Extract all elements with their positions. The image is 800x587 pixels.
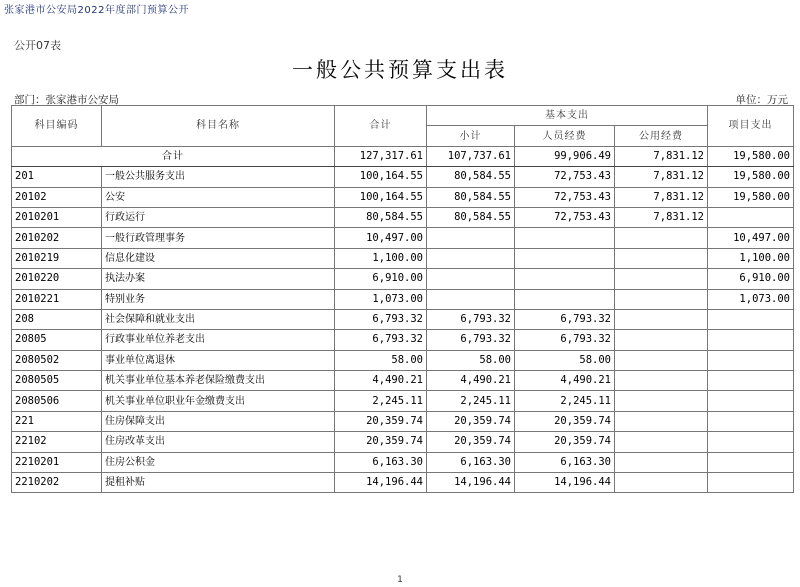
name-cell: 特别业务 [102, 289, 335, 309]
personnel-cell: 14,196.44 [515, 473, 615, 493]
table-row [12, 187, 794, 207]
public-cell: 7,831.12 [615, 167, 708, 187]
public-cell [615, 371, 708, 391]
table-row [12, 269, 794, 289]
name-cell: 机关事业单位职业年金缴费支出 [102, 391, 335, 411]
public-cell [615, 228, 708, 248]
project-cell: 6,910.00 [708, 269, 794, 289]
personnel-cell: 58.00 [515, 350, 615, 370]
table-row [12, 167, 794, 187]
name-cell: 住房改革支出 [102, 432, 335, 452]
column-header-project: 项目支出 [708, 106, 794, 147]
name-cell: 一般行政管理事务 [102, 228, 335, 248]
table-row [12, 452, 794, 472]
code-cell: 201 [12, 167, 102, 187]
unit-label: 单位：万元 [735, 94, 788, 106]
subtotal-cell: 58.00 [427, 350, 515, 370]
name-cell: 行政事业单位养老支出 [102, 330, 335, 350]
total-cell: 100,164.55 [335, 187, 427, 207]
project-cell: 10,497.00 [708, 228, 794, 248]
name-cell: 提租补贴 [102, 473, 335, 493]
name-cell: 住房公积金 [102, 452, 335, 472]
code-cell: 2010220 [12, 269, 102, 289]
subtotal-cell: 80,584.55 [427, 207, 515, 227]
budget-table [11, 105, 794, 493]
public-cell [615, 350, 708, 370]
code-cell: 2010201 [12, 207, 102, 227]
name-cell: 执法办案 [102, 269, 335, 289]
code-cell: 2080505 [12, 371, 102, 391]
code-cell: 208 [12, 309, 102, 329]
name-cell: 一般公共服务支出 [102, 167, 335, 187]
project-cell: 1,100.00 [708, 248, 794, 268]
personnel-cell: 6,793.32 [515, 330, 615, 350]
project-cell [708, 309, 794, 329]
code-cell: 2080506 [12, 391, 102, 411]
project-cell [708, 473, 794, 493]
personnel-cell: 72,753.43 [515, 167, 615, 187]
public-cell [615, 248, 708, 268]
subtotal-cell: 14,196.44 [427, 473, 515, 493]
public-cell [615, 391, 708, 411]
public-cell [615, 330, 708, 350]
project-cell [708, 330, 794, 350]
personnel-cell: 6,163.30 [515, 452, 615, 472]
name-cell: 行政运行 [102, 207, 335, 227]
table-row [12, 350, 794, 370]
subtotal-cell: 80,584.55 [427, 187, 515, 207]
total-cell: 6,163.30 [335, 452, 427, 472]
subtotal-cell: 4,490.21 [427, 371, 515, 391]
table-row [12, 473, 794, 493]
subtotal-cell [427, 289, 515, 309]
personnel-cell: 72,753.43 [515, 187, 615, 207]
name-cell: 公安 [102, 187, 335, 207]
public-cell [615, 452, 708, 472]
public-cell [615, 289, 708, 309]
name-cell: 机关事业单位基本养老保险缴费支出 [102, 371, 335, 391]
code-cell: 22102 [12, 432, 102, 452]
table-row [12, 248, 794, 268]
table-row [12, 228, 794, 248]
personnel-cell: 20,359.74 [515, 411, 615, 431]
personnel-cell: 2,245.11 [515, 391, 615, 411]
public-cell: 7,831.12 [615, 207, 708, 227]
subtotal-cell: 20,359.74 [427, 411, 515, 431]
project-cell: 19,580.00 [708, 187, 794, 207]
project-cell [708, 207, 794, 227]
project-cell [708, 432, 794, 452]
personnel-cell [515, 248, 615, 268]
department-label: 部门：张家港市公安局 [14, 94, 119, 106]
name-cell: 住房保障支出 [102, 411, 335, 431]
public-cell [615, 473, 708, 493]
subtotal-cell [427, 269, 515, 289]
total-cell: 100,164.55 [335, 167, 427, 187]
personnel-cell: 99,906.49 [515, 146, 615, 166]
code-cell: 2080502 [12, 350, 102, 370]
table-row [12, 330, 794, 350]
subtotal-cell [427, 228, 515, 248]
public-cell [615, 411, 708, 431]
total-cell: 4,490.21 [335, 371, 427, 391]
table-number: 公开07表 [14, 39, 61, 52]
table-row [12, 371, 794, 391]
project-cell: 1,073.00 [708, 289, 794, 309]
total-cell: 6,793.32 [335, 330, 427, 350]
personnel-cell: 72,753.43 [515, 207, 615, 227]
code-cell: 20805 [12, 330, 102, 350]
total-cell: 80,584.55 [335, 207, 427, 227]
column-header-code: 科目编码 [12, 106, 102, 147]
table-row [12, 391, 794, 411]
subtotal-cell: 6,793.32 [427, 309, 515, 329]
column-header-total: 合计 [335, 106, 427, 147]
subtotal-cell: 2,245.11 [427, 391, 515, 411]
document-caption: 张家港市公安局2022年度部门预算公开 [4, 5, 189, 16]
column-header-personnel: 人员经费 [515, 126, 615, 146]
name-cell: 信息化建设 [102, 248, 335, 268]
table-row [12, 207, 794, 227]
personnel-cell: 4,490.21 [515, 371, 615, 391]
total-cell: 10,497.00 [335, 228, 427, 248]
subtotal-cell: 107,737.61 [427, 146, 515, 166]
table-row [12, 289, 794, 309]
table-row [12, 309, 794, 329]
project-cell: 19,580.00 [708, 146, 794, 166]
total-cell: 127,317.61 [335, 146, 427, 166]
total-cell: 14,196.44 [335, 473, 427, 493]
code-cell: 2010202 [12, 228, 102, 248]
total-cell: 58.00 [335, 350, 427, 370]
project-cell [708, 371, 794, 391]
total-cell: 1,073.00 [335, 289, 427, 309]
total-label: 合计 [12, 146, 335, 166]
project-cell [708, 411, 794, 431]
page-number: 1 [397, 575, 403, 585]
subtotal-cell: 6,163.30 [427, 452, 515, 472]
total-cell: 2,245.11 [335, 391, 427, 411]
code-cell: 221 [12, 411, 102, 431]
personnel-cell [515, 228, 615, 248]
project-cell [708, 452, 794, 472]
public-cell [615, 269, 708, 289]
total-cell: 6,910.00 [335, 269, 427, 289]
table-row [12, 411, 794, 431]
name-cell: 事业单位离退休 [102, 350, 335, 370]
subtotal-cell: 20,359.74 [427, 432, 515, 452]
code-cell: 2210201 [12, 452, 102, 472]
subtotal-cell [427, 248, 515, 268]
column-group-basic: 基本支出 [427, 106, 708, 126]
total-cell: 20,359.74 [335, 432, 427, 452]
column-header-public: 公用经费 [615, 126, 708, 146]
subtotal-cell: 80,584.55 [427, 167, 515, 187]
code-cell: 2010219 [12, 248, 102, 268]
public-cell: 7,831.12 [615, 187, 708, 207]
table-row [12, 432, 794, 452]
name-cell: 社会保障和就业支出 [102, 309, 335, 329]
page-title: 一般公共预算支出表 [292, 58, 508, 82]
public-cell [615, 432, 708, 452]
column-header-subtotal: 小计 [427, 126, 515, 146]
code-cell: 2010221 [12, 289, 102, 309]
project-cell [708, 350, 794, 370]
personnel-cell: 6,793.32 [515, 309, 615, 329]
personnel-cell: 20,359.74 [515, 432, 615, 452]
total-row [12, 146, 794, 166]
total-cell: 1,100.00 [335, 248, 427, 268]
total-cell: 20,359.74 [335, 411, 427, 431]
public-cell: 7,831.12 [615, 146, 708, 166]
public-cell [615, 309, 708, 329]
column-header-name: 科目名称 [102, 106, 335, 147]
personnel-cell [515, 289, 615, 309]
code-cell: 2210202 [12, 473, 102, 493]
code-cell: 20102 [12, 187, 102, 207]
personnel-cell [515, 269, 615, 289]
subtotal-cell: 6,793.32 [427, 330, 515, 350]
project-cell [708, 391, 794, 411]
project-cell: 19,580.00 [708, 167, 794, 187]
total-cell: 6,793.32 [335, 309, 427, 329]
